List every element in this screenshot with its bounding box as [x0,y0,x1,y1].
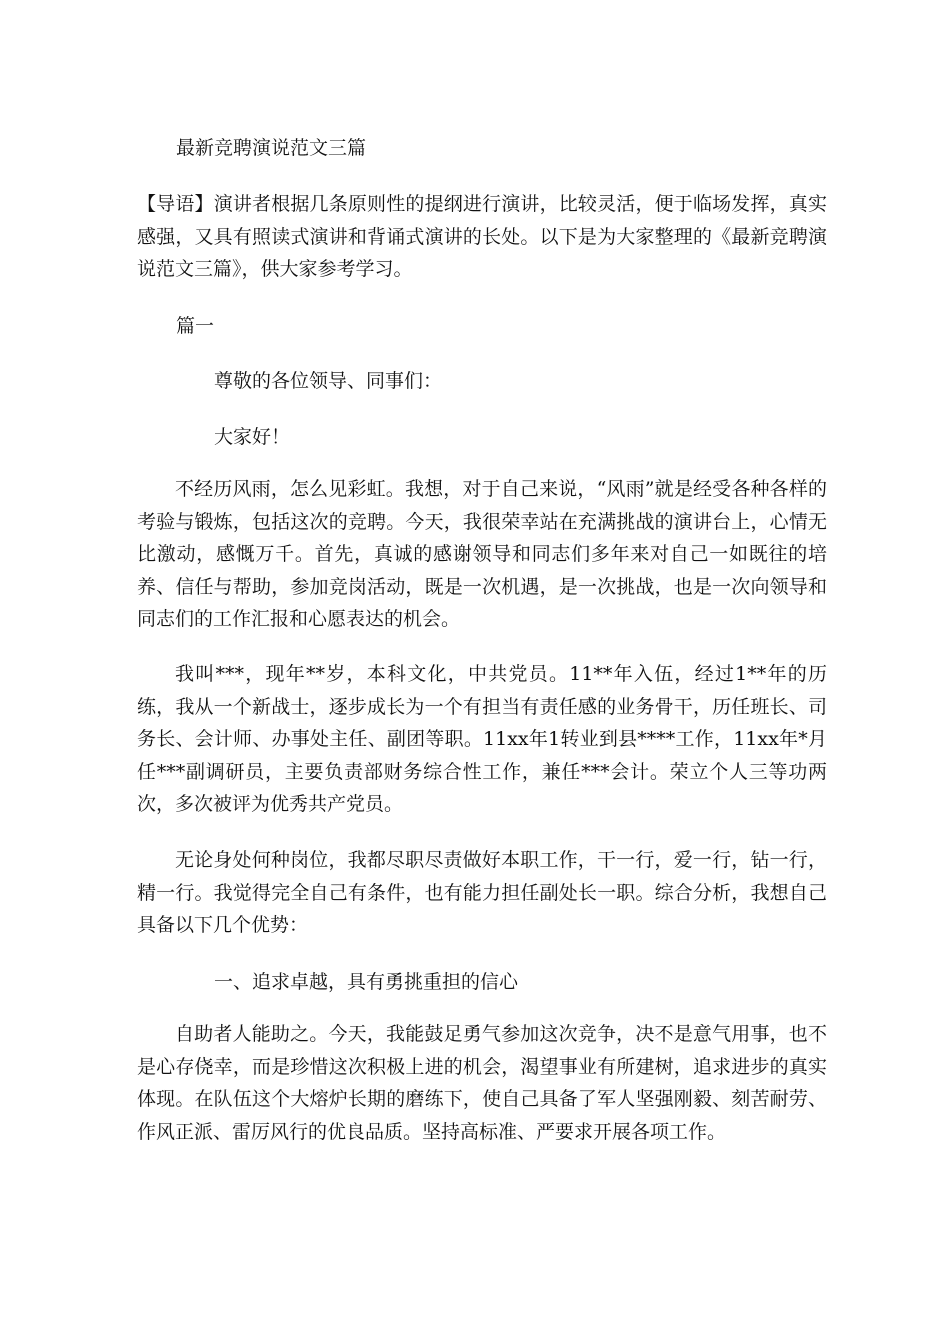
intro-paragraph [137,188,827,286]
greeting: 大家好！ [214,426,291,448]
body-paragraph-4 [137,1018,827,1148]
paragraph-text: 不经历风雨，怎么见彩虹。我想，对于自己来说，“风雨”就是经受各种各样的考验与锻炼，包括这次的竞聘。今天，我很荣幸站在充满挑战的演讲台上，心情无比激动，感慨万千。首先，真诚的感谢领导和同志们多年来对自己一如既往的培养、信任与帮助，参加竞岗活动，既是一次机遇，是一次挑战，也是一次向领导和同志们的工作汇报和心愿表达的机会。 [137,478,827,630]
paragraph-text: 我叫***，现年**岁，本科文化，中共党员。11**年入伍，经过1**年的历练，我从一个新战士，逐步成长为一个有担当有责任感的业务骨干，历任班长、司务长、会计师、办事处主任、副团等职。11xx年1转业到县****工作，11xx年*月任***副调研员，主要负责部财务综合性工作，兼任***会计。荣立个人三等功两次，多次被评为优秀共产党员。 [137,663,827,815]
document-title: 最新竞聘演说范文三篇 [176,137,367,159]
point-heading: 一、追求卓越，具有勇挑重担的信心 [214,971,519,993]
intro-text: 演讲者根据几条原则性的提纲进行演讲，比较灵活，便于临场发挥，真实感强，又具有照读式演讲和背诵式演讲的长处。以下是为大家整理的《最新竞聘演说范文三篇》，供大家参考学习。 [137,193,827,280]
salutation: 尊敬的各位领导、同事们： [214,370,443,392]
paragraph-text: 无论身处何种岗位，我都尽职尽责做好本职工作，干一行，爱一行，钻一行，精一行。我觉得完全自己有条件，也有能力担任副处长一职。综合分析，我想自己具备以下几个优势： [137,849,827,936]
section-heading: 篇一 [176,315,215,337]
intro-label: 【导语】 [137,193,214,215]
body-paragraph-1 [137,473,827,636]
paragraph-text: 自助者人能助之。今天，我能鼓足勇气参加这次竞争，决不是意气用事，也不是心存侥幸，而是珍惜这次积极上进的机会，渴望事业有所建树，追求进步的真实体现。在队伍这个大熔炉长期的磨练下，使自己具备了军人坚强刚毅、刻苦耐劳、作风正派、雷厉风行的优良品质。坚持高标准、严要求开展各项工作。 [137,1023,827,1143]
body-paragraph-3 [137,844,827,942]
body-paragraph-2 [137,658,827,821]
